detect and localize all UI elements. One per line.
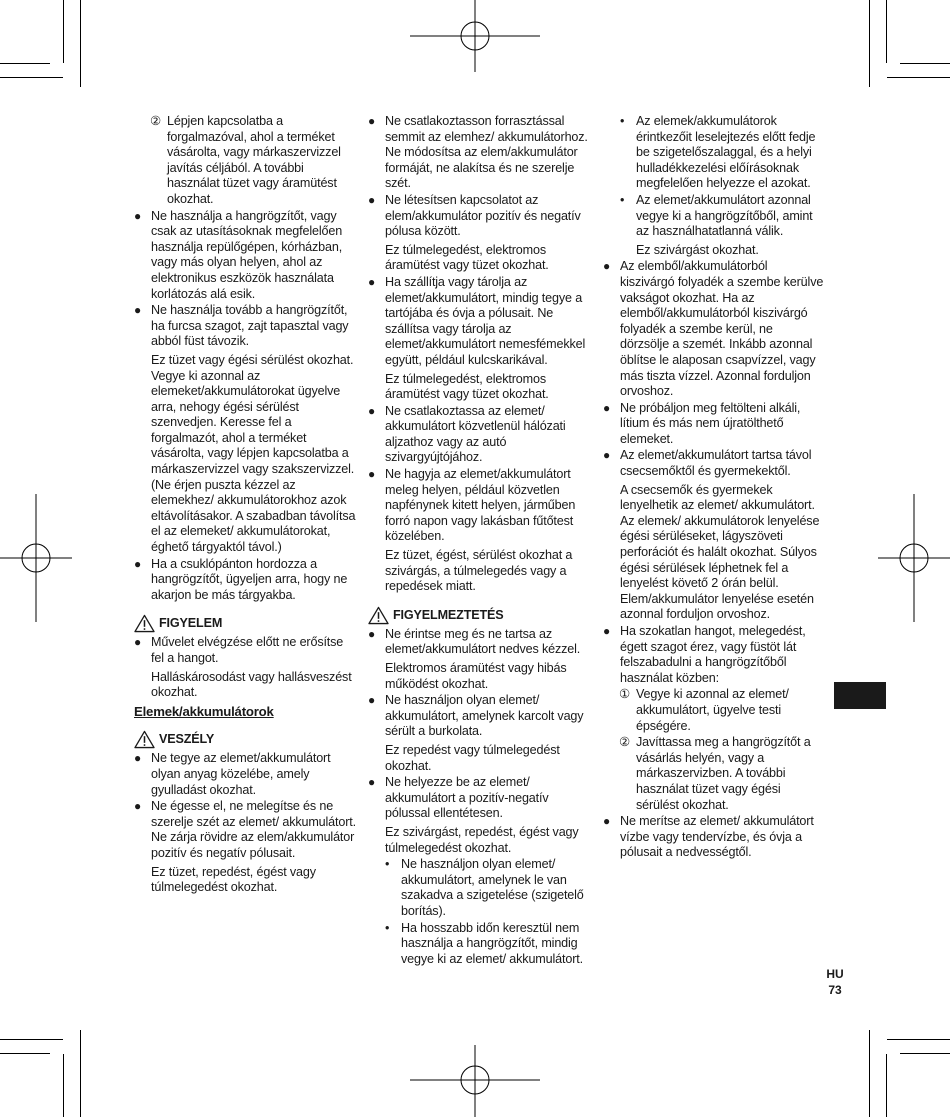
- language-tab-marker: [834, 682, 886, 709]
- bullet-item: ● Ne próbáljon meg feltölteni alkáli, lítium és más nem újratölthető elemeket.: [603, 401, 825, 448]
- consequence-text: Ez szivárgást okozhat.: [636, 242, 759, 257]
- bullet-item: ● Ne csatlakoztasson forrasztással semmit az elemhez/ akkumulátorhoz. Ne módosítsa az elem/akkumulátor formáját, ne alakítsa és ne szerelje szét.: [368, 114, 590, 192]
- dot-item: • Ne használjon olyan elemet/ akkumulátort, amelynek le van szakadva a szigetelése (szigetelő borítás).: [368, 857, 590, 919]
- bullet-item: ● Ne merítse az elemet/ akkumulátort vízbe vagy tendervízbe, és óvja a pólusait a nedvességtől.: [603, 814, 825, 861]
- numbered-item: [134, 114, 356, 208]
- bullet-item: ● Az elemet/akkumulátort tartsa távol csecsemőktől és gyermekektől.: [603, 448, 825, 479]
- bullet-item: ● Művelet elvégzése előtt ne erősítse fel a hangot.: [134, 635, 356, 666]
- item-text: Javíttassa meg a hangrögzítőt a vásárlás helyén, vagy a márkaszervizben. A további használat tüzet vagy égési sérülést okozhat.: [636, 735, 811, 812]
- bullet-item: ● Ha szállítja vagy tárolja az elemet/akkumulátort, mindig tegye a tartójába és óvja a pólusait. Ne szállítsa vagy tárolja az elemet/akkumulátort nemesfémekkel együtt, például kulcskarikával.: [368, 275, 590, 369]
- consequence-text: Halláskárosodást vagy hallásveszést okozhat.: [151, 669, 352, 700]
- bullet-item: ● Ha szokatlan hangot, melegedést, égett szagot érez, vagy füstöt lát felszabadulni a hangrögzítőből használat közben:: [603, 624, 825, 686]
- item-text: Lépjen kapcsolatba a forgalmazóval, ahol a terméket vásárolta, vagy márkaszervizzel javítás céljából. A további használat tüzet vagy áramütést okozhat.: [167, 114, 341, 206]
- caution-heading: [134, 614, 356, 633]
- bullet-item: ● Ne használja tovább a hangrögzítőt, ha furcsa szagot, zajt tapasztal vagy abból füst távozik.: [134, 303, 356, 350]
- consequence-text: Ez szivárgást, repedést, égést vagy túlmelegedést okozhat.: [385, 824, 579, 855]
- heading-label: FIGYELEM: [159, 616, 223, 631]
- step-number: ②: [619, 735, 631, 750]
- dot-item: • Az elemek/akkumulátorok érintkezőit leselejtezés előtt fedje be szigetelőszalaggal, és a helyi hulladékkezelési előírásoknak megfelelően helyezze el azokat.: [603, 114, 825, 192]
- warning-triangle-icon: [368, 606, 389, 625]
- consequence-text: Elektromos áramütést vagy hibás működést okozhat.: [385, 661, 567, 691]
- language-code: HU: [826, 967, 844, 981]
- bullet-item: ● Ne használjon olyan elemet/ akkumulátort, amelynek karcolt vagy sérült a burkolata.: [368, 693, 590, 740]
- heading-label: VESZÉLY: [159, 732, 215, 747]
- consequence-text: Ez repedést vagy túlmelegedést okozhat.: [385, 742, 560, 773]
- heading-label: FIGYELMEZTETÉS: [393, 607, 504, 622]
- dot-item: • Az elemet/akkumulátort azonnal vegye ki a hangrögzítőből, amint az használhatatlanná válik.: [603, 193, 825, 240]
- column-1: [134, 113, 356, 897]
- consequence-text: Ez tüzet vagy égési sérülést okozhat. Vegye ki azonnal az elemeket/akkumulátorokat ügyelve arra, nehogy égési sérülést szenvedjen. Keresse fel a forgalmazót, ahol a terméket vásárolta, vagy lépjen kapcsolatba a márkaszervizzel vagy szakszervizzel. (Ne érjen puszta kézzel az elemekhez/ akkumulátorokhoz azok eltávolításakor. A szabadban távolítsa el az elemeket/ akkumulátorokat, éghető tárgyaktól távol.): [151, 352, 356, 555]
- consequence-text: Ez túlmelegedést, elektromos áramütést vagy tüzet okozhat.: [385, 242, 549, 273]
- bullet-item: ● Az elemből/akkumulátorból kiszivárgó folyadék a szembe kerülve vakságot okozhat. Ha az elemből/akkumulátorból kiszivárgó folyadék a szembe kerül, ne dörzsölje a szemét. Inkább azonnal öblítse le alaposan csapvízzel, vagy más tiszta vízzel. Azonnal forduljon orvoshoz.: [603, 259, 825, 399]
- dot-item: • Ha hosszabb időn keresztül nem használja a hangrögzítőt, mindig vegye ki az elemet/ akkumulátort.: [368, 921, 590, 968]
- bullet-item: ● Ne érintse meg és ne tartsa az elemet/akkumulátort nedves kézzel.: [368, 627, 590, 658]
- page-footer: [826, 966, 844, 998]
- column-2: [368, 113, 590, 967]
- section-title: Elemek/akkumulátorok: [134, 703, 274, 719]
- bullet-item: ● Ne használja a hangrögzítőt, vagy csak az utasításoknak megfelelően használja repülőgépen, kórházban, vagy más olyan helyen, ahol az elektronikus eszközök használata korlátozás alá esik.: [134, 209, 356, 303]
- consequence-text: A csecsemők és gyermekek lenyelhetik az elemet/ akkumulátort. Az elemek/ akkumulátorok lenyelése égési sérüléseket, lágyszöveti perforációt és halált okozhat. Súlyos égési sérülések léphetnek fel a lenyelést követő 2 órán belül. Elem/akkumulátor lenyelése esetén azonnal forduljon orvoshoz.: [620, 482, 820, 622]
- step-number: ②: [150, 114, 162, 128]
- bullet-item: ● Ne csatlakoztassa az elemet/ akkumulátort közvetlenül hálózati aljzathoz vagy az autó szivargyújtójához.: [368, 404, 590, 466]
- consequence-text: Ez túlmelegedést, elektromos áramütést vagy tüzet okozhat.: [385, 371, 549, 402]
- consequence-text: Ez tüzet, repedést, égést vagy túlmelegedést okozhat.: [151, 864, 316, 895]
- bullet-item: ● Ne hagyja az elemet/akkumulátort meleg helyen, például közvetlen napfénynek kitett helyen, járműben forró napon vagy lakásban fűtőtest közelében.: [368, 467, 590, 545]
- numbered-item: [603, 735, 825, 813]
- bullet-item: ● Ha a csuklópánton hordozza a hangrögzítőt, ügyeljen arra, hogy ne akarjon be más tárgyakba.: [134, 557, 356, 604]
- step-number: ①: [619, 687, 631, 702]
- warning-heading: [368, 606, 590, 625]
- bullet-item: ● Ne létesítsen kapcsolatot az elem/akkumulátor pozitív és negatív pólusa között.: [368, 193, 590, 240]
- bullet-item: ● Ne égesse el, ne melegítse és ne szerelje szét az elemet/ akkumulátort. Ne zárja rövidre az elem/akkumulátor pozitív és negatív pólusait.: [134, 799, 356, 861]
- column-3: [603, 113, 825, 861]
- warning-triangle-icon: [134, 730, 155, 749]
- item-text: Vegye ki azonnal az elemet/ akkumulátort, ügyelve testi épségére.: [636, 687, 789, 733]
- warning-triangle-icon: [134, 614, 155, 633]
- bullet-item: ● Ne tegye az elemet/akkumulátort olyan anyag közelébe, amely gyulladást okozhat.: [134, 751, 356, 798]
- danger-heading: [134, 730, 356, 749]
- consequence-text: Ez tüzet, égést, sérülést okozhat a szivárgás, a túlmelegedés vagy a repedések miatt.: [385, 548, 573, 594]
- bullet-item: ● Ne helyezze be az elemet/ akkumulátort a pozitív-negatív pólussal ellentétesen.: [368, 775, 590, 822]
- numbered-item: [603, 687, 825, 734]
- page-number: 73: [828, 983, 842, 997]
